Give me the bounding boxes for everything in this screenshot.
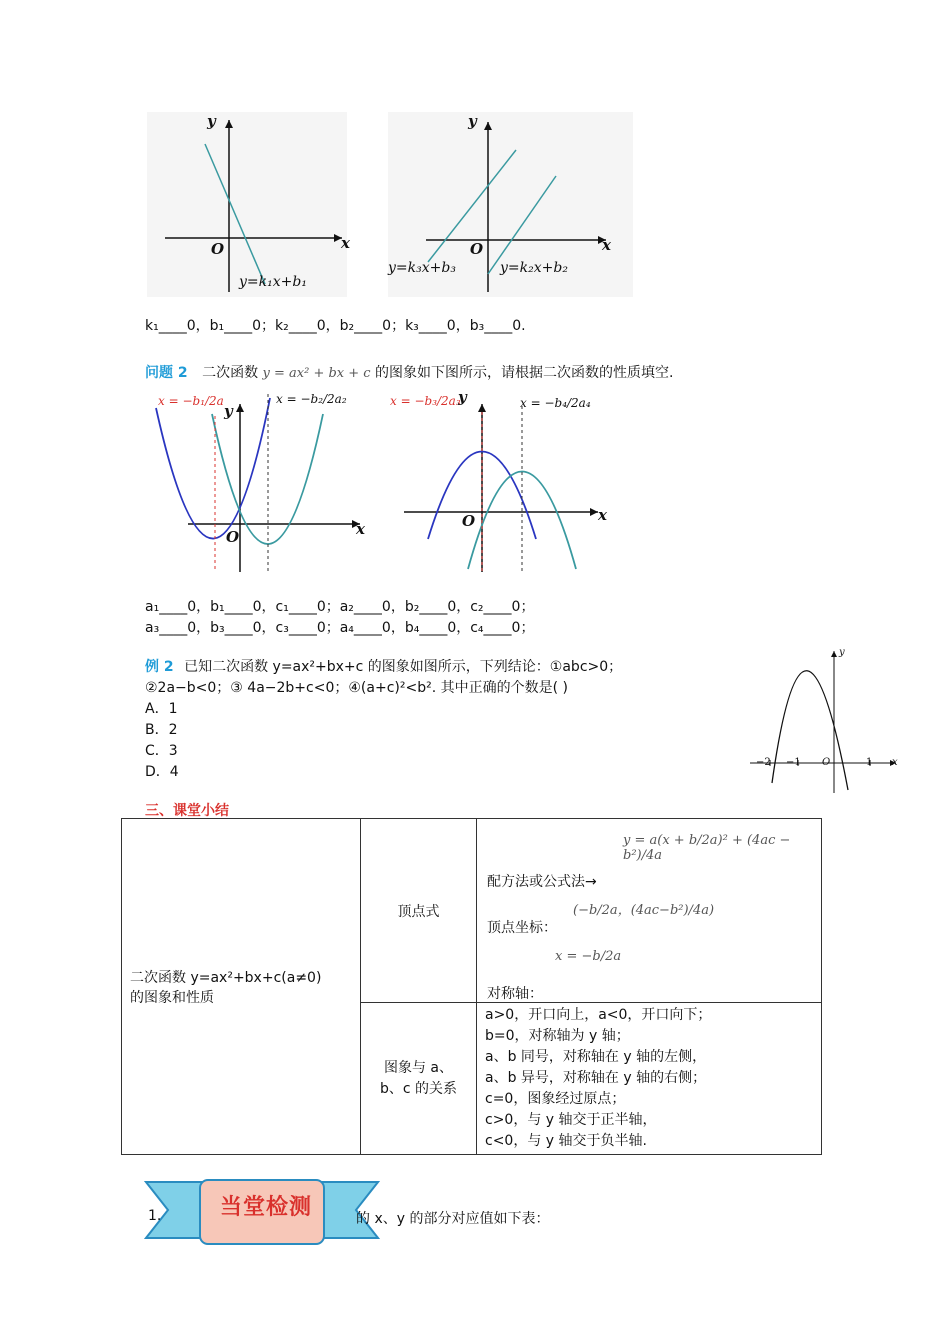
origin-label: O [470, 240, 484, 258]
axis-y-label: y [468, 112, 477, 130]
prop-3: a、b 同号，对称轴在 y 轴的左侧， [485, 1049, 707, 1065]
line-k1-label: y=k₁x+b₁ [239, 274, 307, 290]
axis-x-label: x [341, 234, 350, 252]
axis-x-label: x [892, 757, 898, 768]
axis-y-label: y [207, 112, 216, 130]
example2-line2: ②2a−b<0；③ 4a−2b+c<0；④(a+c)²<b². 其中正确的个数是( ) [145, 680, 568, 696]
summary-left-line2: 的图象和性质 [130, 989, 214, 1006]
linear-figure-right [388, 112, 633, 297]
vertex-content-cell [477, 819, 822, 1003]
summary-left-cell [122, 819, 361, 1155]
relation-header-1: 图象与 a、 [383, 1059, 454, 1076]
linear-figure-left [147, 112, 350, 297]
example2-graph [746, 645, 902, 795]
prop-2: b=0，对称轴为 y 轴； [485, 1028, 630, 1044]
blank-line-linear: k₁____0，b₁____0；k₂____0，b₂____0；k₃____0，b₃____0. [145, 318, 526, 334]
summary-heading: 三、课堂小结 [145, 803, 229, 819]
blank-line-parabola-1: a₁____0，b₁____0，c₁____0；a₂____0，b₂____0，c₂____0； [145, 599, 535, 615]
option-d: D．4 [145, 764, 179, 780]
prop-1: a>0，开口向上，a<0，开口向下； [485, 1007, 712, 1023]
summary-left-line1: 二次函数 y=ax²+bx+c(a≠0) [130, 969, 322, 986]
option-b: B．2 [145, 722, 178, 738]
example2-line1 [145, 656, 622, 676]
vertex-coord-label: 顶点坐标： [487, 920, 557, 936]
question2-text-after: 的图象如下图所示，请根据二次函数的性质填空. [375, 365, 674, 381]
axis-black-label: x = −b₂/2a₂ [276, 392, 347, 406]
option-a: A．1 [145, 701, 178, 717]
vertex-header: 顶点式 [397, 903, 440, 920]
line-k3-label: y=k₃x+b₃ [388, 260, 456, 276]
axis-y-label: y [839, 647, 845, 658]
prop-5: c=0，图象经过原点； [485, 1091, 626, 1107]
vertex-coord: (−b/2a，(4ac−b²)/4a) [573, 903, 715, 918]
axis-y-label: y [224, 402, 233, 420]
origin-label: O [226, 528, 240, 546]
test-banner [144, 1176, 380, 1252]
prop-6: c>0，与 y 轴交于正半轴， [485, 1112, 657, 1128]
axis-x-label: x [356, 520, 365, 538]
option-c: C．3 [145, 743, 178, 759]
test-number: 1. [148, 1208, 162, 1224]
vertex-header-cell [361, 819, 477, 1003]
axis-x-label: x [602, 236, 611, 254]
summary-table [121, 818, 822, 1155]
origin-label: O [211, 240, 225, 258]
question2-text-before: 二次函数 [202, 365, 259, 381]
question2-line [145, 362, 673, 382]
tick-1: 1 [866, 757, 873, 768]
blank-line-parabola-2: a₃____0，b₃____0，c₃____0；a₄____0，b₄____0，c₄____0； [145, 620, 535, 636]
example2-label: 例 2 [145, 659, 174, 675]
relation-header-cell [361, 1003, 477, 1155]
test-text: 的 x、y 的部分对应值如下表： [356, 1211, 550, 1227]
banner-text: 当堂检测 [220, 1195, 313, 1220]
question2-formula: y = ax² + bx + c [262, 366, 371, 381]
vertex-formula: y = a(x + b/2a)² + (4ac − b²)/4a [623, 833, 791, 863]
tick-neg1: −1 [786, 757, 801, 768]
parabola-figure-left [148, 384, 370, 574]
prop-7: c<0，与 y 轴交于负半轴. [485, 1133, 647, 1149]
axis-red-label: x = −b₃/2a₃ [390, 394, 461, 408]
example2-text1: 已知二次函数 y=ax²+bx+c 的图象如图所示，下列结论：①abc>0； [184, 659, 623, 675]
prop-4: a、b 异号，对称轴在 y 轴的右侧； [485, 1070, 707, 1086]
tick-origin: O [822, 757, 831, 768]
relation-props-cell [477, 1003, 822, 1155]
parabola-figure-right [388, 384, 613, 574]
origin-label: O [462, 512, 476, 530]
axis-label: 对称轴： [487, 986, 543, 1002]
method-label: 配方法或公式法→ [487, 874, 597, 890]
axis-red-label: x = −b₁/2a [158, 394, 224, 408]
tick-neg2: −2 [756, 757, 771, 768]
axis-x-label: x [598, 506, 607, 524]
axis-black-label: x = −b₄/2a₄ [520, 396, 591, 410]
question2-label: 问题 2 [145, 365, 188, 381]
line-k2-label: y=k₂x+b₂ [500, 260, 568, 276]
relation-header-2: b、c 的关系 [379, 1080, 458, 1097]
axis-formula: x = −b/2a [555, 949, 622, 964]
axis-y-label: y [458, 388, 467, 406]
